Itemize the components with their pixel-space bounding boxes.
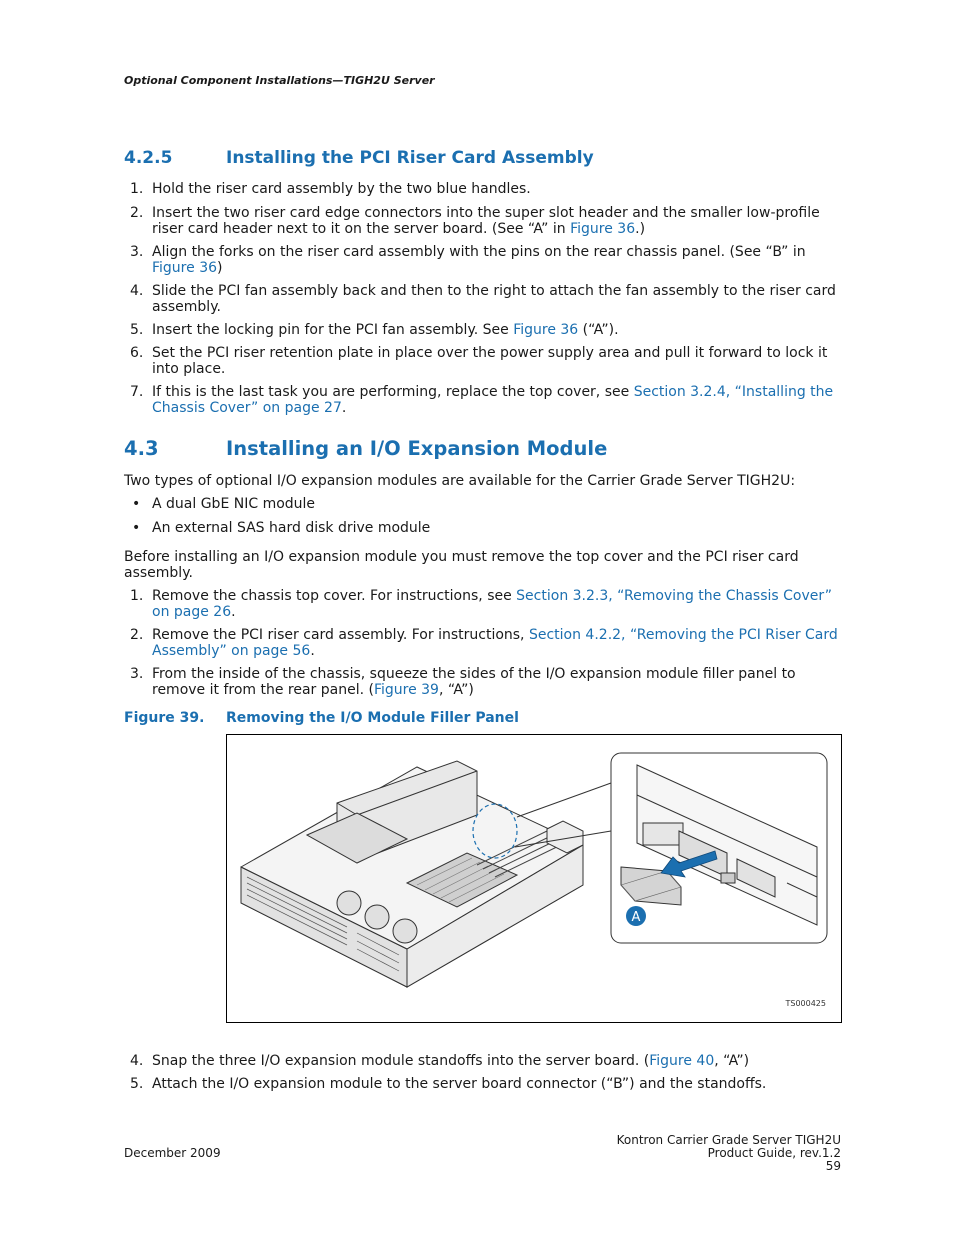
cross-reference-link[interactable]: Section 3.2.3, “Removing the Chassis Cover” on page 26 bbox=[152, 588, 832, 620]
footer-product-line: Kontron Carrier Grade Server TIGH2U bbox=[616, 1133, 841, 1147]
step-number: 6. bbox=[130, 345, 144, 361]
step-text-run: Insert the locking pin for the PCI fan assembly. See bbox=[152, 322, 514, 338]
step-number: 3. bbox=[130, 244, 144, 260]
step-item bbox=[124, 666, 840, 698]
step-text-run: Insert the two riser card edge connectors into the super slot header and the smaller low-profile riser card header next to it on the server board. (See “A” in bbox=[152, 205, 820, 237]
filler-panel-illustration bbox=[227, 735, 841, 1022]
section-heading-4-3 bbox=[124, 437, 607, 460]
step-text-run: ) bbox=[217, 260, 223, 276]
step-text-run: Attach the I/O expansion module to the server board connector (“B”) and the standoffs. bbox=[152, 1076, 767, 1092]
step-item bbox=[124, 588, 840, 620]
step-text-run: Remove the PCI riser card assembly. For instructions, bbox=[152, 627, 529, 643]
before-paragraph: Before installing an I/O expansion module you must remove the top cover and the PCI riser card assembly. bbox=[124, 549, 799, 581]
step-text-run: If this is the last task you are performing, replace the top cover, see bbox=[152, 384, 634, 400]
step-text-run: . bbox=[231, 604, 236, 620]
step-item bbox=[124, 1053, 840, 1069]
step-item bbox=[124, 627, 840, 659]
cross-reference-link[interactable]: Figure 36 bbox=[513, 322, 579, 338]
cross-reference-link[interactable]: Figure 39 bbox=[373, 682, 439, 698]
step-item bbox=[124, 322, 840, 338]
step-text-run: , “A”) bbox=[714, 1053, 750, 1069]
step-number: 4. bbox=[130, 1053, 144, 1069]
page-number: 59 bbox=[825, 1159, 841, 1173]
step-text-run: , “A”) bbox=[438, 682, 474, 698]
step-item bbox=[124, 384, 840, 416]
step-text-run: .) bbox=[635, 221, 646, 237]
step-text bbox=[152, 588, 840, 620]
step-item bbox=[124, 181, 840, 197]
step-item bbox=[124, 1076, 840, 1092]
section-number: 4.2.5 bbox=[124, 148, 173, 168]
figure-caption bbox=[124, 710, 519, 726]
step-text-run: Set the PCI riser retention plate in place over the power supply area and pull it forward to lock it into place. bbox=[152, 345, 828, 377]
cross-reference-link[interactable]: Section 3.2.4, “Installing the Chassis Cover” on page 27 bbox=[152, 384, 834, 416]
step-text-run: Hold the riser card assembly by the two blue handles. bbox=[152, 181, 531, 197]
bullet-item: • An external SAS hard disk drive module bbox=[132, 520, 431, 536]
step-number: 5. bbox=[130, 1076, 144, 1092]
cross-reference-link[interactable]: Figure 36 bbox=[570, 221, 636, 237]
figure-code: TS000425 bbox=[785, 999, 826, 1008]
section-title: Installing an I/O Expansion Module bbox=[226, 437, 608, 460]
step-number: 1. bbox=[130, 588, 144, 604]
step-item bbox=[124, 205, 840, 237]
step-text bbox=[152, 666, 840, 698]
footer-guide-line: Product Guide, rev.1.2 bbox=[707, 1146, 841, 1160]
step-text bbox=[152, 384, 840, 416]
step-text-run: . bbox=[341, 400, 347, 416]
step-text-run: Snap the three I/O expansion module standoffs into the server board. ( bbox=[152, 1053, 650, 1069]
cross-reference-link[interactable]: Section 4.2.2, “Removing the PCI Riser Card Assembly” on page 56 bbox=[152, 627, 838, 659]
step-text-run: Align the forks on the riser card assembly with the pins on the rear chassis panel. (See “B” in bbox=[152, 244, 806, 260]
section-heading-4-2-5 bbox=[124, 148, 594, 168]
step-number: 3. bbox=[130, 666, 144, 682]
figure-title: Removing the I/O Module Filler Panel bbox=[226, 710, 519, 726]
bullet-item: • A dual GbE NIC module bbox=[132, 496, 316, 512]
section-title: Installing the PCI Riser Card Assembly bbox=[226, 148, 594, 168]
step-number: 5. bbox=[130, 322, 144, 338]
figure-39 bbox=[226, 734, 842, 1023]
step-text-run: (“A”). bbox=[578, 322, 619, 338]
step-text bbox=[152, 1076, 840, 1092]
step-number: 7. bbox=[130, 384, 144, 400]
step-item bbox=[124, 283, 840, 315]
step-number: 4. bbox=[130, 283, 144, 299]
figure-number: Figure 39. bbox=[124, 710, 205, 726]
step-number: 2. bbox=[130, 205, 144, 221]
step-number: 1. bbox=[130, 181, 144, 197]
step-text-run: Remove the chassis top cover. For instructions, see bbox=[152, 588, 517, 604]
step-item bbox=[124, 244, 840, 276]
step-text bbox=[152, 1053, 840, 1069]
step-text bbox=[152, 283, 840, 315]
step-text bbox=[152, 627, 840, 659]
step-text bbox=[152, 181, 840, 197]
callout-a: A bbox=[631, 910, 641, 925]
footer-date: December 2009 bbox=[124, 1146, 221, 1160]
footer-product bbox=[617, 1134, 841, 1173]
running-header: Optional Component Installations—TIGH2U Server bbox=[124, 74, 435, 87]
step-text bbox=[152, 244, 840, 276]
step-text bbox=[152, 205, 840, 237]
step-text-run: . bbox=[310, 643, 315, 659]
step-text-run: Slide the PCI fan assembly back and then to the right to attach the fan assembly to the riser card assembly. bbox=[152, 283, 836, 315]
step-text bbox=[152, 322, 840, 338]
step-item bbox=[124, 345, 840, 377]
step-text-run: From the inside of the chassis, squeeze the sides of the I/O expansion module filler panel to remove it from the rear panel. ( bbox=[152, 666, 796, 698]
cross-reference-link[interactable]: Figure 36 bbox=[152, 260, 218, 276]
section-number: 4.3 bbox=[124, 437, 159, 460]
step-number: 2. bbox=[130, 627, 144, 643]
intro-paragraph: Two types of optional I/O expansion modules are available for the Carrier Grade Server TIGH2U: bbox=[124, 473, 796, 489]
cross-reference-link[interactable]: Figure 40 bbox=[649, 1053, 715, 1069]
step-text bbox=[152, 345, 840, 377]
